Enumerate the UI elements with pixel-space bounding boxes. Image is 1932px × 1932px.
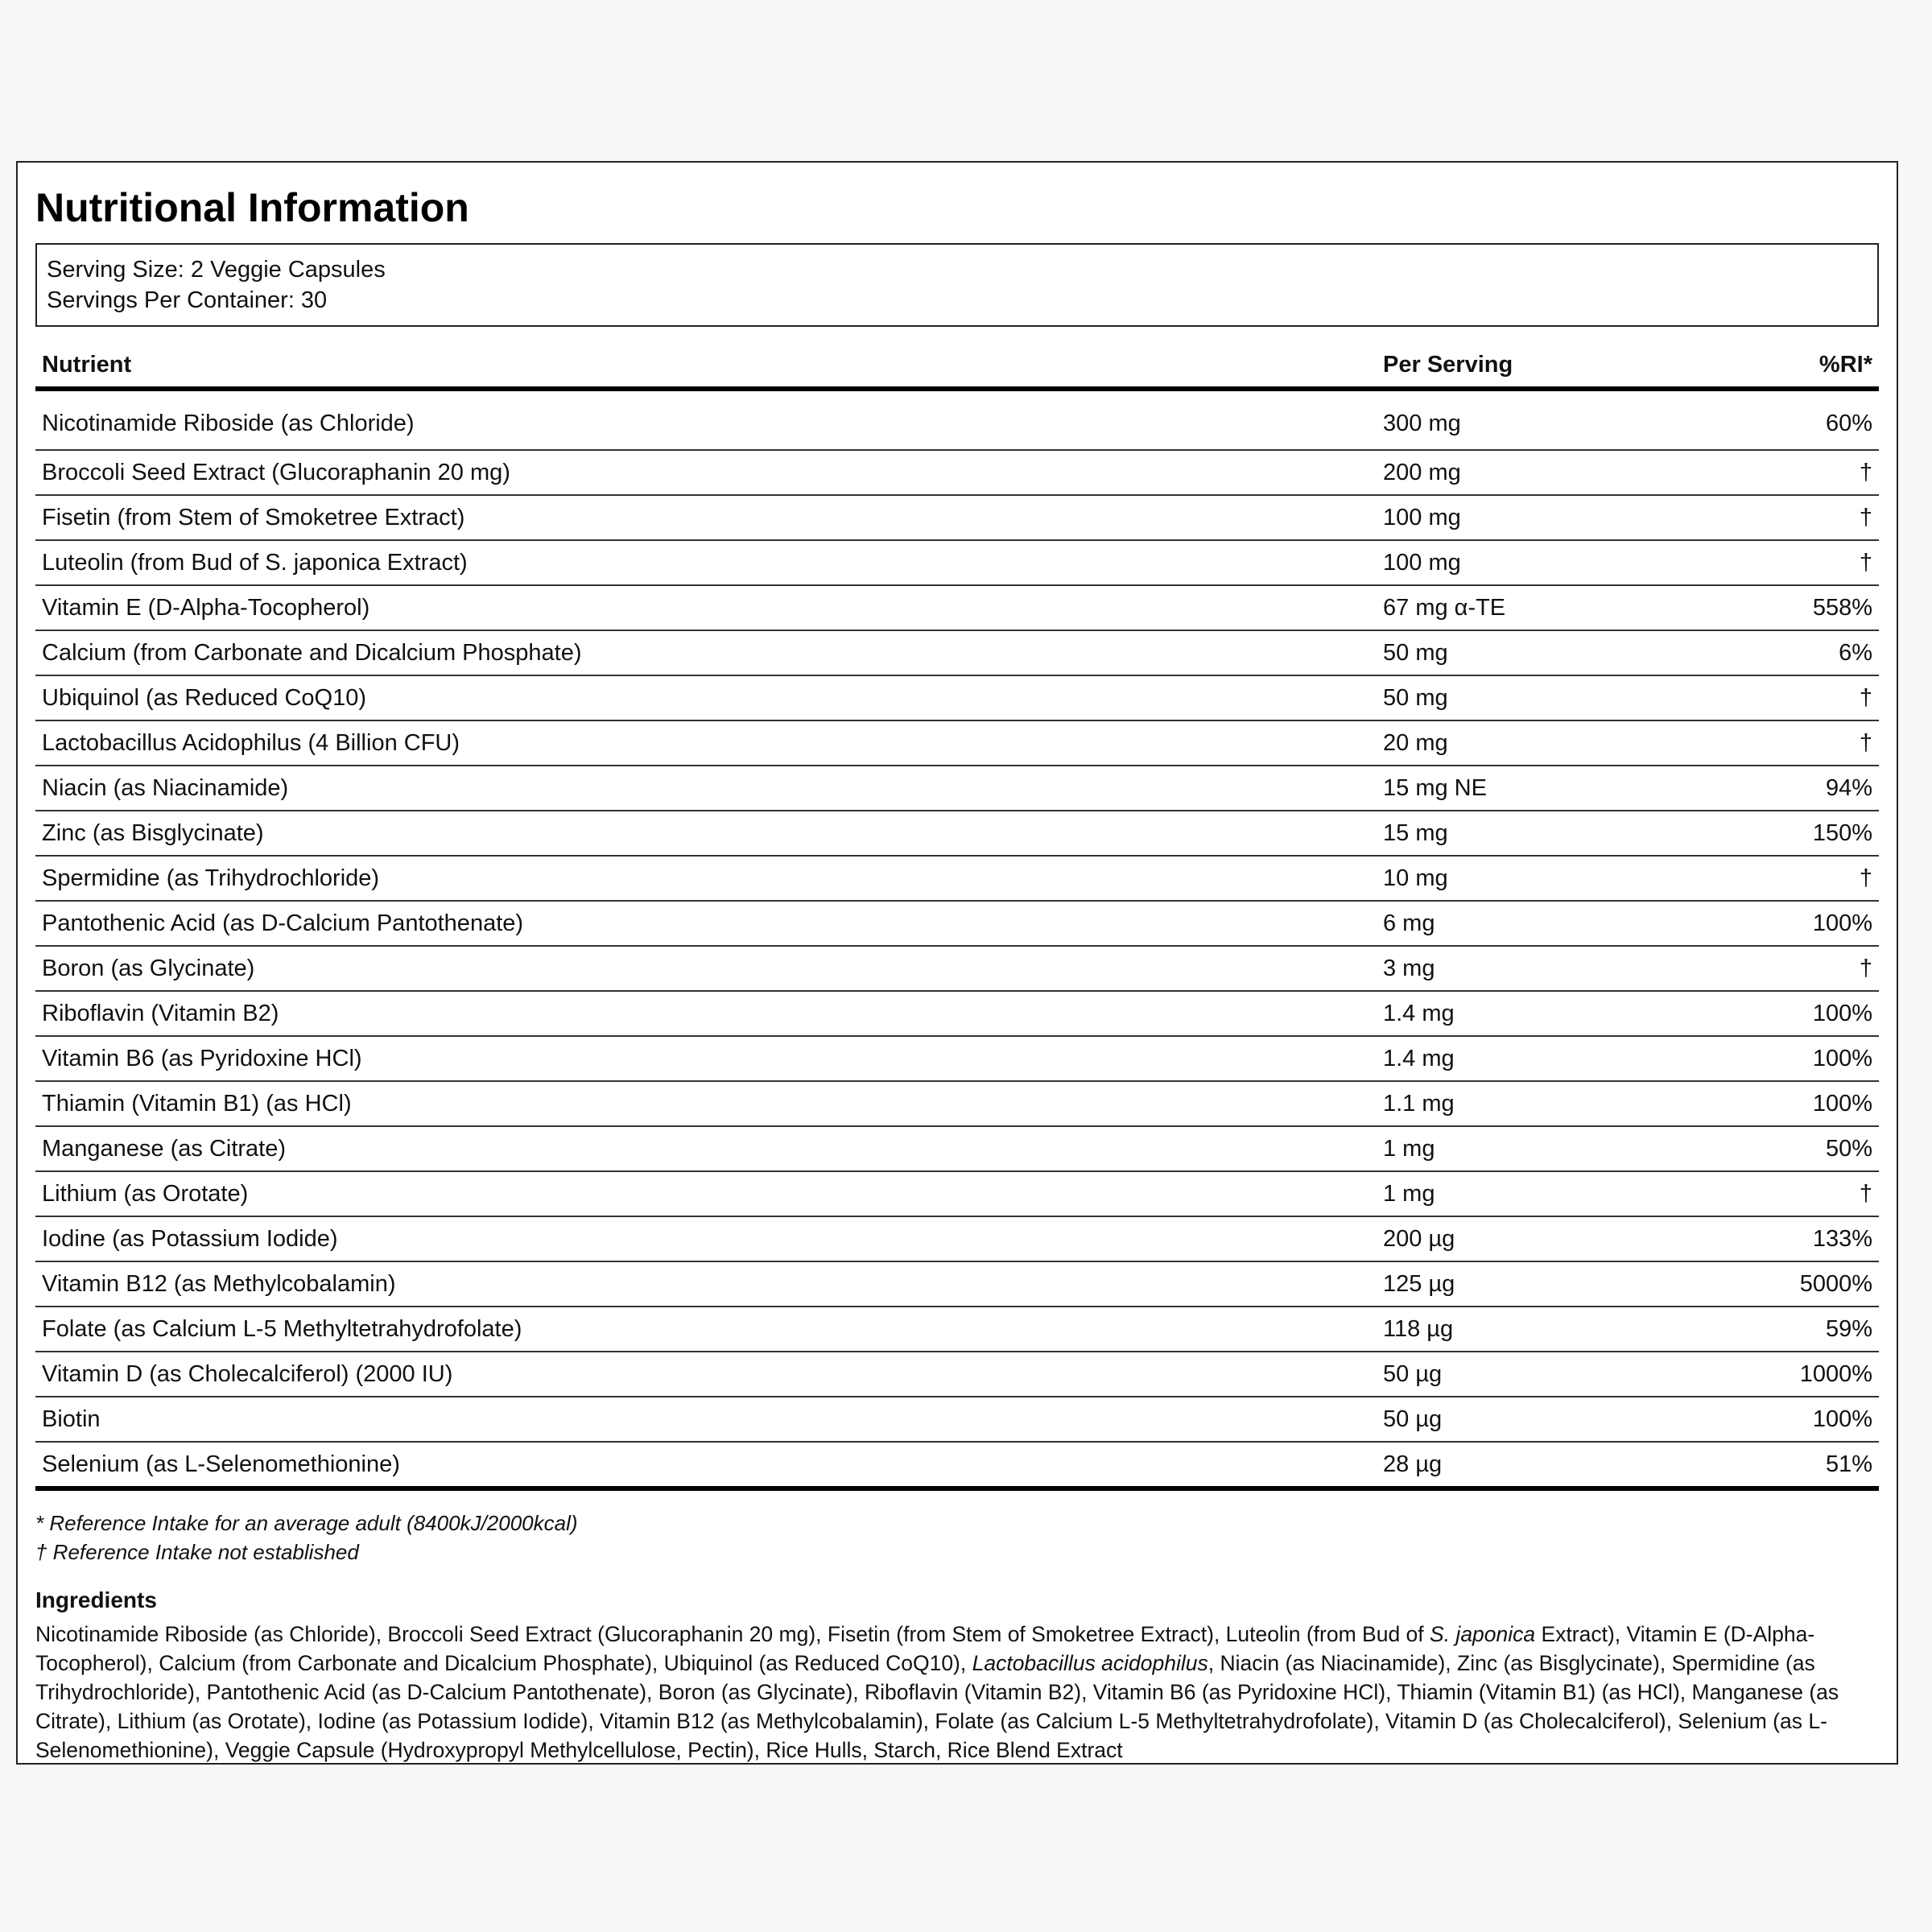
table-row <box>35 720 1879 766</box>
table-row <box>35 1442 1879 1488</box>
nutrient-table <box>35 343 1879 1491</box>
per-serving-cell: 28 µg <box>1377 1442 1752 1488</box>
nutrient-name-cell: Thiamin (Vitamin B1) (as HCl) <box>35 1081 1377 1126</box>
per-serving-cell: 1 mg <box>1377 1171 1752 1216</box>
table-row <box>35 495 1879 540</box>
ri-cell: † <box>1752 540 1879 585</box>
nutrient-name-cell: Luteolin (from Bud of S. japonica Extract) <box>35 540 1377 585</box>
ri-cell: 51% <box>1752 1442 1879 1488</box>
ingredients-part-2: Extract), Vitamin E (D-Alpha-Tocopherol), Calcium (from Carbonate and Dicalcium Phosphate), Ubiquinol (as Reduced CoQ10), <box>35 1622 1815 1675</box>
nutrient-name-cell: Pantothenic Acid (as D-Calcium Pantothenate) <box>35 901 1377 946</box>
table-row <box>35 450 1879 495</box>
per-serving-cell: 15 mg NE <box>1377 766 1752 811</box>
nutrient-name-cell: Vitamin E (D-Alpha-Tocopherol) <box>35 585 1377 630</box>
ri-cell: 100% <box>1752 1397 1879 1442</box>
ingredients-heading: Ingredients <box>35 1587 157 1612</box>
nutrient-name-cell: Lithium (as Orotate) <box>35 1171 1377 1216</box>
per-serving-cell: 3 mg <box>1377 946 1752 991</box>
ri-cell: 1000% <box>1752 1352 1879 1397</box>
nutrient-name-cell: Zinc (as Bisglycinate) <box>35 811 1377 856</box>
ri-cell: 100% <box>1752 901 1879 946</box>
nutrient-name-cell: Ubiquinol (as Reduced CoQ10) <box>35 675 1377 720</box>
ri-cell: † <box>1752 856 1879 901</box>
table-row <box>35 389 1879 450</box>
ri-cell: † <box>1752 1171 1879 1216</box>
nutrient-name-cell: Manganese (as Citrate) <box>35 1126 1377 1171</box>
per-serving-cell: 10 mg <box>1377 856 1752 901</box>
per-serving-cell: 1.4 mg <box>1377 1036 1752 1081</box>
table-row <box>35 946 1879 991</box>
table-row <box>35 766 1879 811</box>
per-serving-cell: 6 mg <box>1377 901 1752 946</box>
nutrient-name-cell: Spermidine (as Trihydrochloride) <box>35 856 1377 901</box>
table-header-row <box>35 343 1879 389</box>
table-row <box>35 1307 1879 1352</box>
nutrient-name-cell: Vitamin D (as Cholecalciferol) (2000 IU) <box>35 1352 1377 1397</box>
per-serving-cell: 200 µg <box>1377 1216 1752 1261</box>
nutrient-name-cell: Niacin (as Niacinamide) <box>35 766 1377 811</box>
nutrient-name-cell: Calcium (from Carbonate and Dicalcium Phosphate) <box>35 630 1377 675</box>
ri-cell: † <box>1752 495 1879 540</box>
table-row <box>35 1397 1879 1442</box>
ri-cell: † <box>1752 450 1879 495</box>
table-row <box>35 540 1879 585</box>
per-serving-cell: 67 mg α-TE <box>1377 585 1752 630</box>
ri-cell: 100% <box>1752 991 1879 1036</box>
table-row <box>35 991 1879 1036</box>
table-row <box>35 1081 1879 1126</box>
ingredients-text <box>35 1620 1879 1765</box>
nutrient-name-cell: Fisetin (from Stem of Smoketree Extract) <box>35 495 1377 540</box>
table-row <box>35 630 1879 675</box>
nutrient-name-cell: Iodine (as Potassium Iodide) <box>35 1216 1377 1261</box>
nutrient-name-cell: Nicotinamide Riboside (as Chloride) <box>35 389 1377 450</box>
per-serving-cell: 15 mg <box>1377 811 1752 856</box>
per-serving-cell: 125 µg <box>1377 1261 1752 1307</box>
table-row <box>35 856 1879 901</box>
ri-cell: 60% <box>1752 389 1879 450</box>
nutrient-name-cell: Broccoli Seed Extract (Glucoraphanin 20 mg) <box>35 450 1377 495</box>
per-serving-cell: 20 mg <box>1377 720 1752 766</box>
per-serving-cell: 100 mg <box>1377 540 1752 585</box>
ri-cell: 59% <box>1752 1307 1879 1352</box>
nutrient-name-cell: Riboflavin (Vitamin B2) <box>35 991 1377 1036</box>
serving-info-box <box>35 243 1879 327</box>
ri-cell: 5000% <box>1752 1261 1879 1307</box>
per-serving-cell: 100 mg <box>1377 495 1752 540</box>
table-row <box>35 1171 1879 1216</box>
ingredients-italic-2: Lactobacillus acidophilus <box>972 1651 1208 1675</box>
header-nutrient: Nutrient <box>35 343 1377 389</box>
table-row <box>35 1352 1879 1397</box>
ri-cell: 133% <box>1752 1216 1879 1261</box>
ri-cell: 150% <box>1752 811 1879 856</box>
servings-per-container: Servings Per Container: 30 <box>47 287 328 313</box>
page-title: Nutritional Information <box>35 185 469 230</box>
ingredients-part-3: , Niacin (as Niacinamide), Zinc (as Bisglycinate), Spermidine (as Trihydrochloride), Pantothenic Acid (as D-Calcium Pantothenate), Boron (as Glycinate), Riboflavin (Vitamin B2), Vitamin B6 (as Pyridoxine HCl), Thiamin (Vitamin B1) (as HCl), Manganese (as Citrate), Lithium (as Orotate), Iodine (as Potassium Iodide), Vitamin B12 (as Methylcobalamin), Folate (as Calcium L-5 Methyltetrahydrofolate), Vitamin D (as Cholecalciferol), Selenium (as L-Selenomethionine), Veggie Capsule (Hydroxypropyl Methylcellulose, Pectin), Rice Hulls, Starch, Rice Blend Extract <box>35 1651 1839 1762</box>
ri-cell: † <box>1752 675 1879 720</box>
nutrient-name-cell: Vitamin B6 (as Pyridoxine HCl) <box>35 1036 1377 1081</box>
footnote-ri: * Reference Intake for an average adult (8400kJ/2000kcal) <box>35 1511 578 1535</box>
header-ri: %RI* <box>1752 343 1879 389</box>
nutrient-rows <box>35 389 1879 1488</box>
nutrition-panel <box>16 161 1898 1765</box>
ri-cell: 558% <box>1752 585 1879 630</box>
table-row <box>35 1036 1879 1081</box>
table-row <box>35 675 1879 720</box>
ingredients-italic-1: S. japonica <box>1430 1622 1536 1646</box>
table-row <box>35 1216 1879 1261</box>
table-row <box>35 1261 1879 1307</box>
nutrient-name-cell: Lactobacillus Acidophilus (4 Billion CFU) <box>35 720 1377 766</box>
per-serving-cell: 118 µg <box>1377 1307 1752 1352</box>
nutrient-name-cell: Boron (as Glycinate) <box>35 946 1377 991</box>
per-serving-cell: 1.4 mg <box>1377 991 1752 1036</box>
table-row <box>35 901 1879 946</box>
footnote-dagger: † Reference Intake not established <box>35 1540 359 1564</box>
nutrient-name-cell: Biotin <box>35 1397 1377 1442</box>
ri-cell: 50% <box>1752 1126 1879 1171</box>
per-serving-cell: 50 µg <box>1377 1352 1752 1397</box>
ri-cell: † <box>1752 946 1879 991</box>
table-row <box>35 811 1879 856</box>
per-serving-cell: 50 µg <box>1377 1397 1752 1442</box>
ri-cell: 100% <box>1752 1036 1879 1081</box>
per-serving-cell: 50 mg <box>1377 630 1752 675</box>
ri-cell: † <box>1752 720 1879 766</box>
footnotes <box>35 1509 1879 1567</box>
ingredients-part-1: Nicotinamide Riboside (as Chloride), Broccoli Seed Extract (Glucoraphanin 20 mg), Fisetin (from Stem of Smoketree Extract), Luteolin (from Bud of <box>35 1622 1430 1646</box>
nutrient-name-cell: Selenium (as L-Selenomethionine) <box>35 1442 1377 1488</box>
header-per-serving: Per Serving <box>1377 343 1752 389</box>
table-row <box>35 1126 1879 1171</box>
ri-cell: 100% <box>1752 1081 1879 1126</box>
nutrient-name-cell: Vitamin B12 (as Methylcobalamin) <box>35 1261 1377 1307</box>
per-serving-cell: 200 mg <box>1377 450 1752 495</box>
nutrient-name-cell: Folate (as Calcium L-5 Methyltetrahydrofolate) <box>35 1307 1377 1352</box>
table-row <box>35 585 1879 630</box>
serving-size: Serving Size: 2 Veggie Capsules <box>47 257 386 283</box>
ri-cell: 94% <box>1752 766 1879 811</box>
ri-cell: 6% <box>1752 630 1879 675</box>
per-serving-cell: 50 mg <box>1377 675 1752 720</box>
per-serving-cell: 1 mg <box>1377 1126 1752 1171</box>
per-serving-cell: 300 mg <box>1377 389 1752 450</box>
per-serving-cell: 1.1 mg <box>1377 1081 1752 1126</box>
